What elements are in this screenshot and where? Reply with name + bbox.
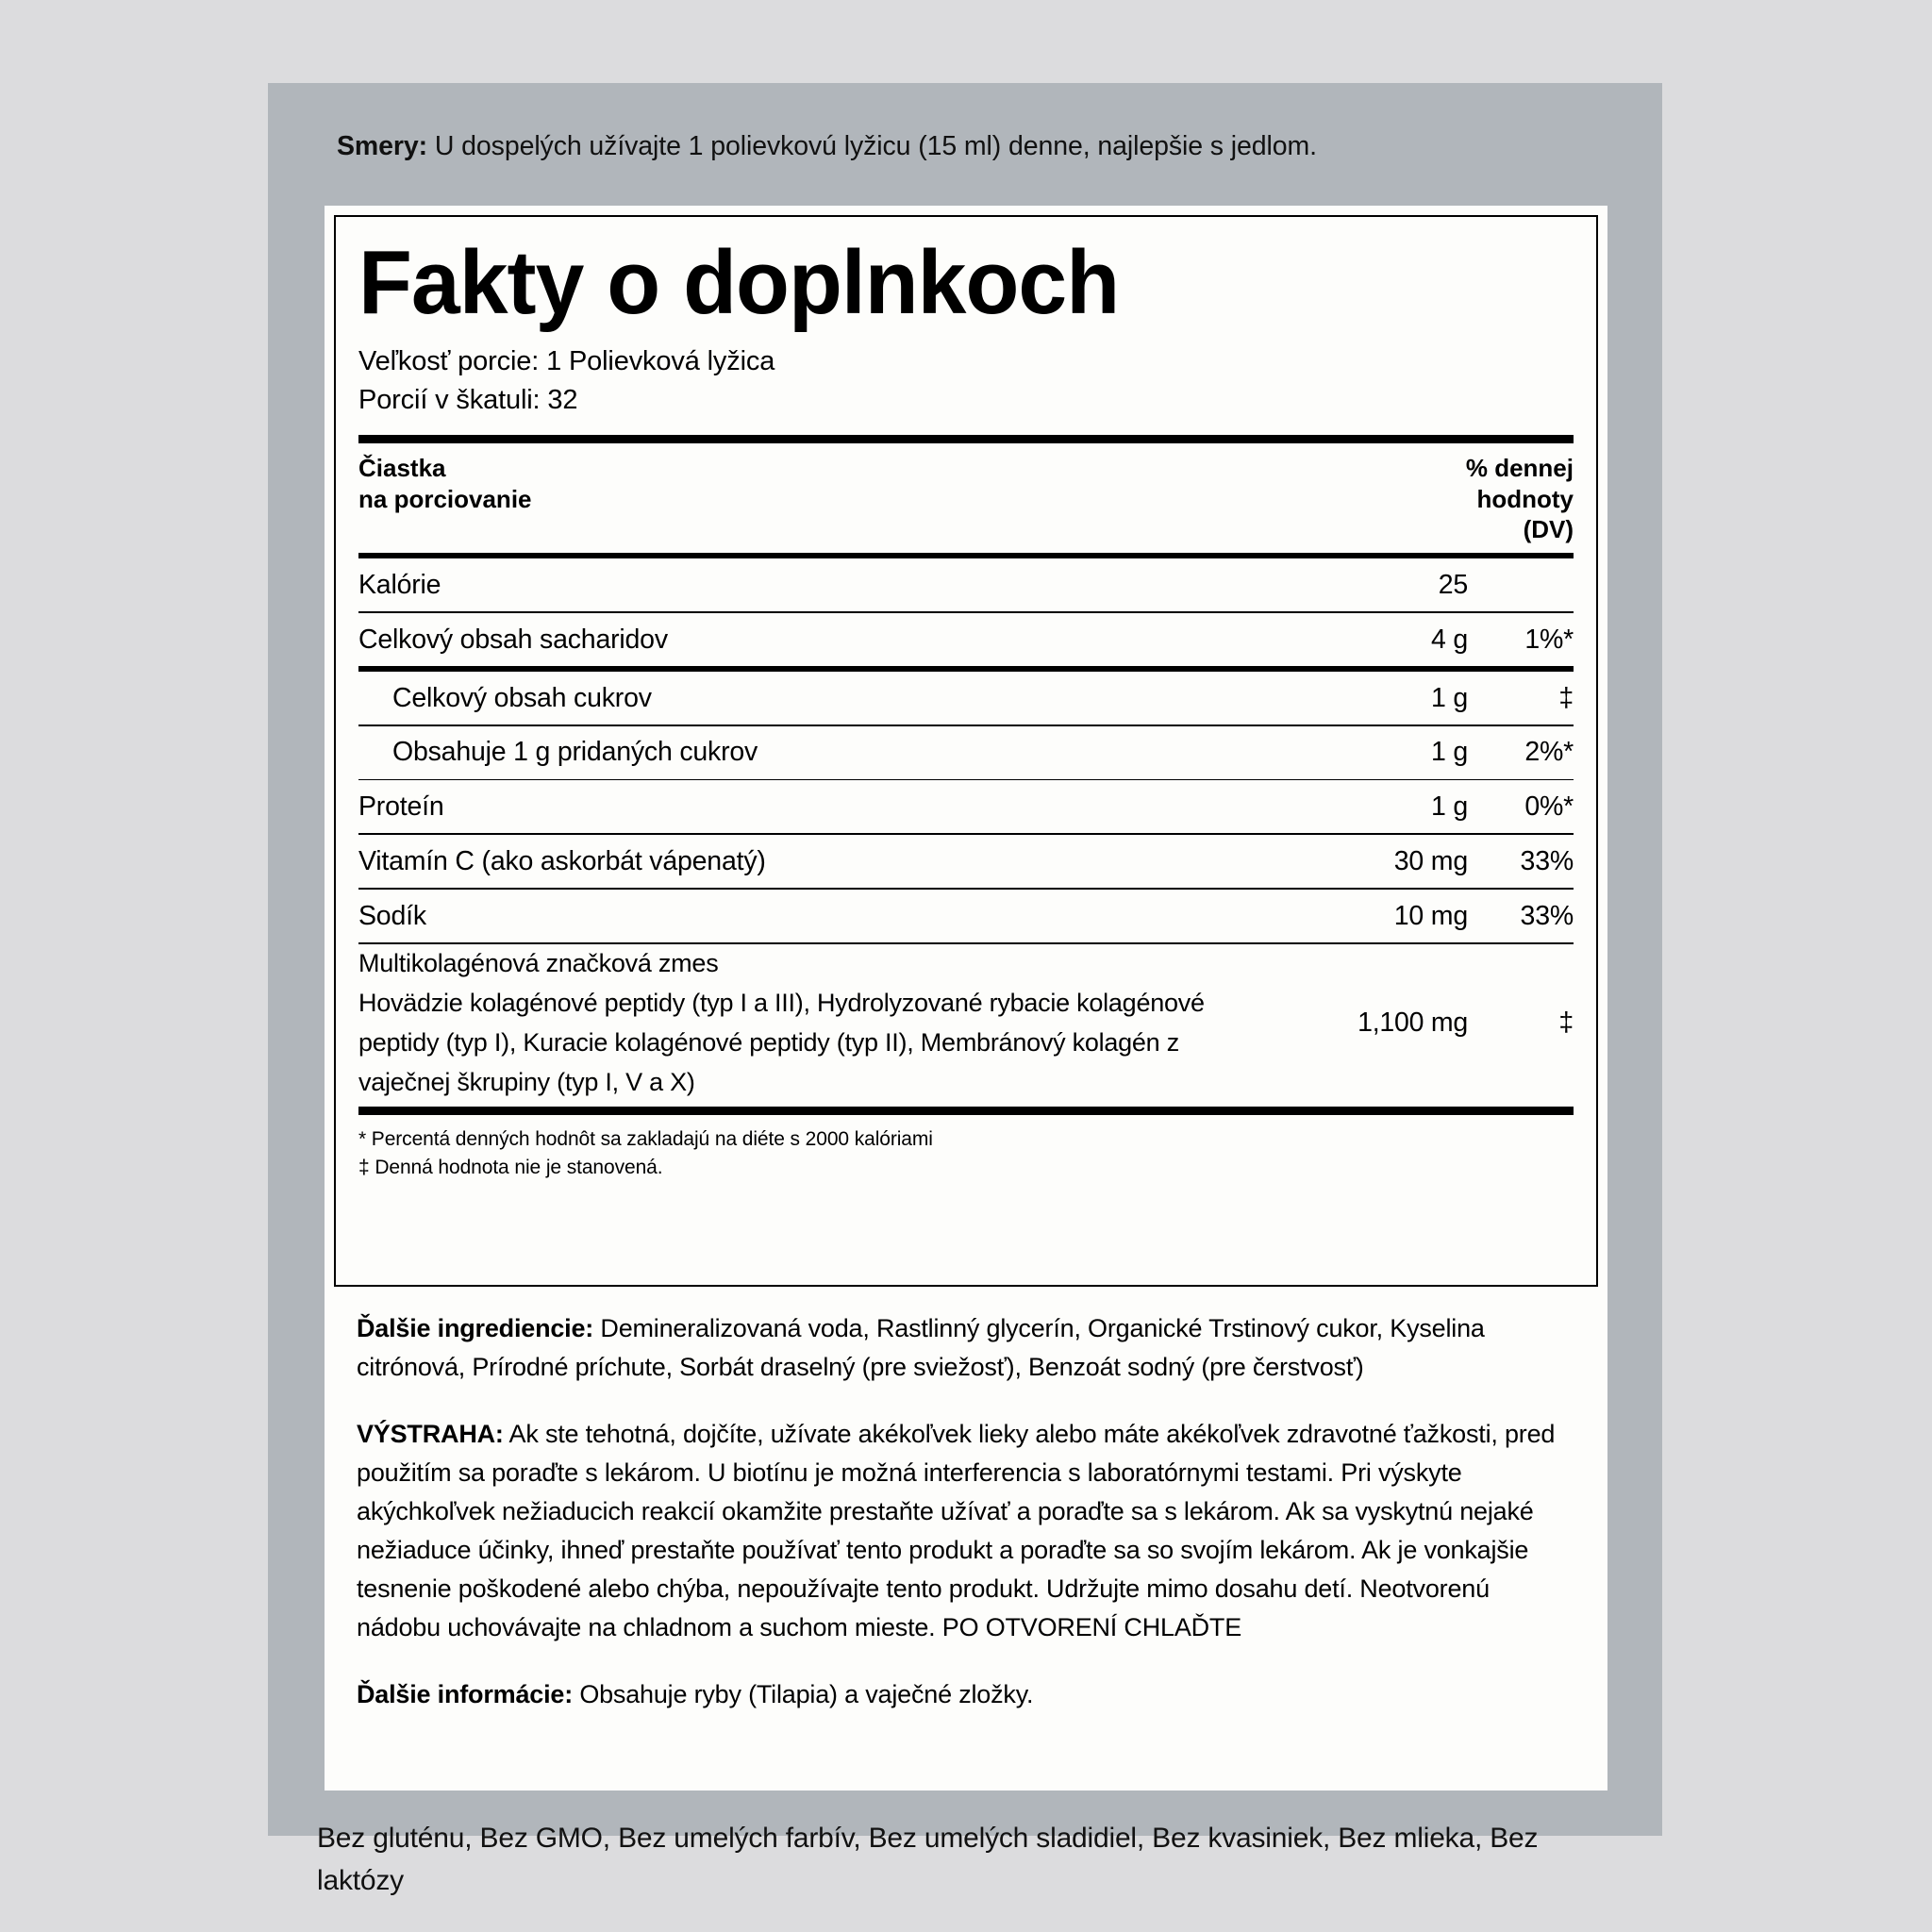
product-label-card [268, 83, 1662, 1896]
label-body-text [357, 1309, 1575, 1714]
more-info-text: Obsahuje ryby (Tilapia) a vaječné zložky. [579, 1680, 1034, 1709]
footnote-asterisk: * Percentá denných hodnôt sa zakladajú na diéte s 2000 kalóriami [358, 1127, 933, 1150]
directions-line [337, 128, 1620, 164]
nutrient-name: Proteín [358, 791, 444, 822]
amount-header [358, 453, 532, 515]
blend-dv: ‡ [1558, 1008, 1574, 1039]
table-row [358, 613, 1574, 666]
warning-text: Ak ste tehotná, dojčíte, užívate akékoľvek lieky alebo máte akékoľvek zdravotné ťažkosti, pred použitím sa poraďte s lekárom. U biotínu je možná interferencia s laboratórnymi testami. Pri výskyte akýchkoľvek nežiaducich reakcií okamžite prestaňte užívať a poraďte sa s lekárom. Ak sa vyskytnú nejaké nežiaduce účinky, ihneď prestaňte používať tento produkt a poraďte sa so svojím lekárom. Ak je vonkajšie tesnenie poškodené alebo chýba, nepoužívajte tento produkt. Udržujte mimo dosahu detí. Neotvorenú nádobu uchovávajte na chladnom a suchom mieste. PO OTVORENÍ CHLAĎTE [357, 1420, 1556, 1642]
servings-per-container: Porcií v škatuli: 32 [358, 385, 578, 416]
daily-value-header [1466, 453, 1574, 545]
nutrient-amount: 1 g [1430, 791, 1468, 822]
nutrient-name: Vitamín C (ako askorbát vápenatý) [358, 845, 766, 876]
table-row [358, 780, 1574, 833]
blend-row [358, 944, 1574, 1102]
nutrient-name: Kalórie [358, 569, 441, 600]
rule-above-footnotes [358, 1107, 1574, 1115]
nutrient-dv: 1%* [1524, 624, 1574, 655]
nutrient-name: Celkový obsah sacharidov [358, 624, 668, 655]
nutrient-amount: 4 g [1430, 624, 1468, 655]
warning-paragraph [357, 1415, 1575, 1647]
nutrient-name: Sodík [358, 900, 426, 931]
table-row [358, 890, 1574, 942]
footnote-dagger: ‡ Denná hodnota nie je stanovená. [358, 1156, 663, 1178]
nutrient-dv: 2%* [1524, 737, 1574, 768]
nutrient-amount: 1 g [1430, 682, 1468, 713]
directions-text: U dospelých užívajte 1 polievkovú lyžicu (15 ml) denne, najlepšie s jedlom. [434, 131, 1317, 161]
dv-header-line3: (DV) [1523, 515, 1574, 544]
dv-header-line1: % dennej [1465, 453, 1574, 482]
blend-title: Multikolagénová značková zmes [358, 949, 719, 978]
nutrient-name: Celkový obsah cukrov [392, 682, 652, 713]
nutrient-amount: 25 [1438, 569, 1468, 600]
dv-header-line2: hodnoty [1476, 484, 1574, 513]
supplement-facts-box [334, 215, 1598, 1287]
serving-size: Veľkosť porcie: 1 Polievková lyžica [358, 346, 775, 376]
rule-above-header [358, 435, 1574, 443]
more-info-label: Ďalšie informácie: [357, 1680, 573, 1709]
nutrient-amount: 1 g [1430, 737, 1468, 768]
nutrient-amount: 10 mg [1393, 900, 1468, 931]
nutrient-name: Obsahuje 1 g pridaných cukrov [392, 737, 758, 768]
blend-description-cell [358, 944, 1289, 1102]
directions-label: Smery: [337, 131, 428, 161]
nutrient-dv: 33% [1520, 845, 1574, 876]
footnotes [358, 1115, 1574, 1183]
other-ingredients-paragraph [357, 1309, 1575, 1387]
supplement-facts-panel [325, 206, 1607, 1790]
nutrient-dv: 0%* [1524, 791, 1574, 822]
blend-description: Hovädzie kolagénové peptidy (typ I a III), Hydrolyzované rybacie kolagénové peptidy (typ I), Kuracie kolagénové peptidy (typ II), Membránový kolagén z vaječnej škrupiny (typ I, V a X) [358, 988, 1205, 1096]
nutrient-amount: 30 mg [1393, 845, 1468, 876]
more-info-paragraph [357, 1675, 1575, 1714]
table-header-row [358, 443, 1574, 553]
nutrient-dv: 33% [1520, 900, 1574, 931]
warning-label: VÝSTRAHA: [357, 1420, 504, 1449]
supplement-facts-title: Fakty o doplnkoch [358, 232, 1120, 333]
amount-header-line1: Čiastka [358, 453, 446, 482]
other-ingredients-text: Demineralizovaná voda, Rastlinný glycerín, Organické Trstinový cukor, Kyselina citrónová, Prírodné príchute, Sorbát draselný (pre sviežosť), Benzoát sodný (pre čerstvosť) [357, 1314, 1485, 1382]
blend-amount: 1,100 mg [1357, 1008, 1468, 1039]
table-row [358, 726, 1574, 779]
nutrient-dv: ‡ [1558, 682, 1574, 713]
amount-header-line2: na porciovanie [358, 484, 532, 513]
table-row [358, 835, 1574, 888]
table-row [358, 672, 1574, 724]
table-row [358, 558, 1574, 611]
other-ingredients-label: Ďalšie ingrediencie: [357, 1314, 594, 1342]
free-from-claims: Bez gluténu, Bez GMO, Bez umelých farbív, Bez umelých sladidiel, Bez kvasiniek, Bez mlieka, Bez laktózy [317, 1823, 1539, 1896]
